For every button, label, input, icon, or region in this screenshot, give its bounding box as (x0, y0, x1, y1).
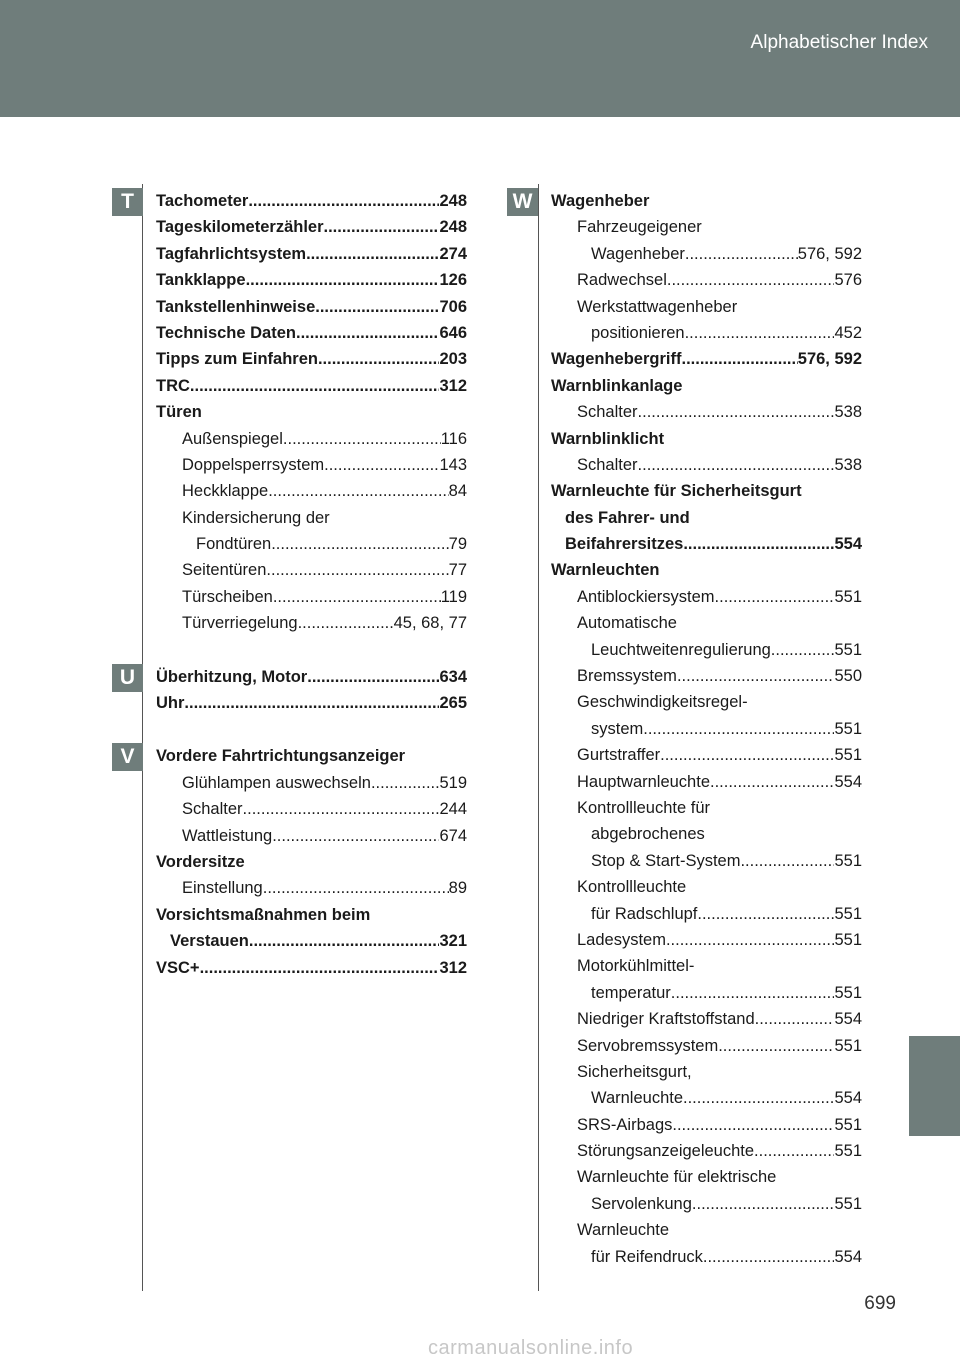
dot-leader (371, 770, 440, 796)
index-entry (551, 1191, 862, 1217)
entry-term: positionieren (591, 323, 685, 342)
entry-page-ref: 576, 592 (797, 350, 862, 369)
entry-term: Schalter (577, 455, 638, 474)
index-entry (551, 267, 862, 293)
index-entry (156, 346, 467, 372)
dot-leader (184, 690, 439, 716)
index-entry (156, 214, 467, 240)
dot-leader (638, 399, 835, 425)
entry-page-ref: 143 (439, 455, 467, 474)
entry-page-ref: 321 (439, 932, 467, 951)
dot-leader (248, 188, 439, 214)
index-entry (156, 373, 467, 399)
section-letter-badge: W (507, 188, 538, 216)
entry-term: Leuchtweitenregulierung (591, 640, 771, 659)
entry-term: temperatur (591, 983, 671, 1002)
entry-term: Servobremssystem (577, 1036, 719, 1055)
entry-term: Radwechsel (577, 271, 667, 290)
index-entry (551, 610, 862, 636)
entry-term: VSC+ (156, 958, 200, 977)
dot-leader (243, 796, 440, 822)
dot-leader (681, 346, 797, 372)
entry-term: Störungsanzeigeleuchte (577, 1142, 755, 1161)
entry-term: Tipps zum Einfahren (156, 350, 318, 369)
index-entry (551, 214, 862, 240)
dot-leader (710, 769, 834, 795)
dot-leader (666, 927, 835, 953)
index-entry (551, 346, 862, 372)
entry-term: Tagfahrlichtsystem (156, 244, 307, 263)
section-thumb-tab (909, 1036, 960, 1136)
dot-leader (296, 320, 439, 346)
entry-term: Tankklappe (156, 271, 246, 290)
dot-leader (755, 1006, 835, 1032)
dot-leader (672, 1112, 834, 1138)
index-entry (156, 584, 467, 610)
entry-term: Wagenheber (591, 244, 685, 263)
dot-leader (715, 584, 835, 610)
entry-term: Fahrzeugeigener (577, 218, 702, 237)
index-entry (551, 452, 862, 478)
entry-term: Automatische (577, 614, 677, 633)
index-entry (156, 955, 467, 981)
index-entry (551, 373, 862, 399)
index-entry (156, 770, 467, 796)
entry-page-ref: 551 (834, 1142, 862, 1161)
index-entry (551, 320, 862, 346)
index-section (507, 188, 862, 1270)
dot-leader (246, 267, 440, 293)
entry-term: Kontrollleuchte (577, 878, 687, 897)
entry-page-ref: 554 (834, 1010, 862, 1029)
entry-term: Werkstattwagenheber (577, 297, 738, 316)
index-entry (156, 531, 467, 557)
entry-term: Seitentüren (182, 561, 267, 580)
index-entry (156, 823, 467, 849)
entry-term: Uhr (156, 694, 185, 713)
index-entry (551, 426, 862, 452)
index-entry (551, 795, 862, 821)
entry-term: Türscheiben (182, 587, 273, 606)
entry-page-ref: 244 (439, 800, 467, 819)
dot-leader (307, 664, 439, 690)
header-bar (0, 0, 960, 117)
entry-page-ref: 89 (448, 879, 467, 898)
index-entry (156, 505, 467, 531)
entry-page-ref: 551 (834, 930, 862, 949)
index-entry (551, 927, 862, 953)
entry-term: Beifahrersitzes (565, 535, 684, 554)
entry-page-ref: 706 (439, 297, 467, 316)
index-entry (156, 426, 467, 452)
entry-page-ref: 551 (834, 746, 862, 765)
entry-term: Bremssystem (577, 667, 677, 686)
entry-term: des Fahrer- und (565, 508, 690, 527)
entry-page-ref: 203 (439, 350, 467, 369)
index-entry (156, 849, 467, 875)
entry-term: Wattleistung (182, 826, 273, 845)
index-entry (551, 901, 862, 927)
dot-leader (200, 955, 440, 981)
entry-page-ref: 45, 68, 77 (393, 614, 467, 633)
dot-leader (283, 426, 441, 452)
index-entry (156, 399, 467, 425)
entry-page-ref: 554 (834, 772, 862, 791)
entry-page-ref: 119 (440, 587, 467, 606)
page-number: 699 (864, 1293, 896, 1314)
dot-leader (643, 716, 834, 742)
dot-leader (318, 346, 440, 372)
index-entry (156, 320, 467, 346)
entry-page-ref: 550 (834, 667, 862, 686)
index-entry (551, 874, 862, 900)
page-title: Alphabetischer Index (750, 32, 928, 53)
entry-page-ref: 646 (439, 323, 467, 342)
dot-leader (771, 637, 835, 663)
entry-term: Glühlampen auswechseln (182, 773, 371, 792)
dot-leader (683, 531, 834, 557)
index-entry (551, 188, 862, 214)
dot-leader (324, 214, 440, 240)
index-entry (156, 188, 467, 214)
index-entry (156, 928, 467, 954)
index-entry (551, 1006, 862, 1032)
entry-page-ref: 551 (834, 904, 862, 923)
index-section (112, 743, 467, 981)
entry-term: Antiblockiersystem (577, 587, 715, 606)
entry-term: Verstauen (170, 932, 249, 951)
entry-term: Vorsichtsmaßnahmen beim (156, 905, 371, 924)
entry-page-ref: 312 (439, 376, 467, 395)
entry-page-ref: 551 (834, 719, 862, 738)
index-entry (551, 1244, 862, 1270)
dot-leader (718, 1033, 834, 1059)
index-entry (156, 664, 467, 690)
dot-leader (683, 1085, 834, 1111)
index-entry (551, 848, 862, 874)
index-entry (551, 1164, 862, 1190)
dot-leader (677, 663, 835, 689)
entry-term: Tageskilometerzähler (156, 218, 324, 237)
entry-term: Warnblinklicht (551, 429, 665, 448)
entry-page-ref: 274 (439, 244, 467, 263)
entry-page-ref: 84 (448, 482, 467, 501)
index-entry (551, 689, 862, 715)
entry-term: Außenspiegel (182, 429, 283, 448)
dot-leader (685, 320, 835, 346)
dot-leader (754, 1138, 834, 1164)
dot-leader (671, 980, 835, 1006)
entry-term: Türverriegelung (182, 614, 298, 633)
entry-term: Warnleuchte (577, 1221, 670, 1240)
entry-page-ref: 312 (439, 958, 467, 977)
index-entry (551, 1217, 862, 1243)
dot-leader (268, 478, 448, 504)
dot-leader (667, 267, 835, 293)
dot-leader (306, 241, 439, 267)
entry-page-ref: 551 (834, 640, 862, 659)
entry-term: Warnleuchte für Sicherheitsgurt (551, 482, 802, 501)
index-entry (551, 399, 862, 425)
dot-leader (324, 452, 439, 478)
index-section (112, 188, 467, 637)
dot-leader (697, 901, 834, 927)
entry-page-ref: 551 (834, 1115, 862, 1134)
entry-term: Gurtstraffer (577, 746, 661, 765)
entry-term: Ladesystem (577, 930, 666, 949)
entry-page-ref: 519 (439, 773, 467, 792)
entry-term: Warnleuchte (591, 1089, 684, 1108)
entry-page-ref: 554 (834, 535, 862, 554)
index-entry (156, 690, 467, 716)
watermark: carmanualsonline.info (428, 1337, 634, 1359)
index-entry (156, 267, 467, 293)
dot-leader (740, 848, 834, 874)
index-entry (156, 557, 467, 583)
entry-page-ref: 551 (834, 851, 862, 870)
entry-term: Warnleuchte für elektrische (577, 1168, 777, 1187)
dot-leader (685, 241, 798, 267)
entry-term: Servolenkung (591, 1194, 692, 1213)
index-entry (551, 294, 862, 320)
index-entry (551, 1112, 862, 1138)
entry-term: Sicherheitsgurt, (577, 1062, 692, 1081)
entry-term: Vordere Fahrtrichtungsanzeiger (156, 747, 406, 766)
entry-term: system (591, 719, 644, 738)
entry-term: abgebrochenes (591, 825, 705, 844)
entry-page-ref: 452 (834, 323, 862, 342)
index-entry (551, 637, 862, 663)
section-letter-badge: T (112, 188, 143, 216)
index-entry (551, 1138, 862, 1164)
entry-term: Schalter (182, 800, 243, 819)
index-entry (551, 531, 862, 557)
index-entry (551, 663, 862, 689)
index-entry (156, 610, 467, 636)
dot-leader (692, 1191, 835, 1217)
index-entry (551, 505, 862, 531)
index-entry (551, 1059, 862, 1085)
dot-leader (660, 742, 834, 768)
index-entry (156, 902, 467, 928)
dot-leader (638, 452, 835, 478)
index-entry (551, 742, 862, 768)
entry-term: Tankstellenhinweise (156, 297, 316, 316)
dot-leader (298, 610, 394, 636)
entry-term: Warnleuchten (551, 561, 660, 580)
entry-term: für Reifendruck (591, 1247, 703, 1266)
index-entry (551, 557, 862, 583)
entry-term: Geschwindigkeitsregel- (577, 693, 748, 712)
entry-page-ref: 248 (439, 218, 467, 237)
entry-page-ref: 674 (439, 826, 467, 845)
index-entry (156, 294, 467, 320)
entry-term: Tachometer (156, 192, 249, 210)
entry-page-ref: 248 (439, 192, 467, 210)
entry-page-ref: 538 (834, 403, 862, 422)
entry-term: Fondtüren (196, 535, 272, 554)
entry-term: SRS-Airbags (577, 1115, 673, 1134)
dot-leader (266, 557, 448, 583)
section-letter-badge: V (112, 743, 143, 771)
index-entry (156, 743, 467, 769)
entry-term: Niedriger Kraftstoffstand (577, 1010, 755, 1029)
entry-term: für Radschlupf (591, 904, 698, 923)
index-entry (551, 716, 862, 742)
index-entry (551, 1033, 862, 1059)
index-entry (551, 953, 862, 979)
index-entry (156, 796, 467, 822)
entry-term: Wagenheber (551, 192, 650, 210)
entry-term: Heckklappe (182, 482, 269, 501)
entry-page-ref: 538 (834, 455, 862, 474)
entry-page-ref: 576 (834, 271, 862, 290)
entry-page-ref: 554 (834, 1247, 862, 1266)
entry-term: Türen (156, 403, 202, 422)
entry-term: Stop & Start-System (591, 851, 741, 870)
entry-page-ref: 265 (439, 694, 467, 713)
dot-leader (703, 1244, 835, 1270)
index-entry (156, 241, 467, 267)
entry-term: Hauptwarnleuchte (577, 772, 710, 791)
entry-page-ref: 79 (448, 535, 467, 554)
index-entry (551, 584, 862, 610)
entry-term: TRC (156, 376, 190, 395)
dot-leader (315, 294, 439, 320)
index-entry (156, 875, 467, 901)
entry-page-ref: 77 (448, 561, 467, 580)
entry-page-ref: 551 (834, 983, 862, 1002)
entry-term: Vordersitze (156, 852, 245, 871)
entry-page-ref: 576, 592 (797, 244, 862, 263)
entry-term: Motorkühlmittel- (577, 957, 695, 976)
index-column-left (112, 188, 467, 981)
index-entry (156, 478, 467, 504)
entry-term: Einstellung (182, 879, 263, 898)
entry-page-ref: 551 (834, 587, 862, 606)
dot-leader (190, 373, 440, 399)
entry-page-ref: 126 (439, 271, 467, 290)
entry-term: Schalter (577, 403, 638, 422)
entry-term: Kontrollleuchte für (577, 798, 710, 817)
entry-term: Warnblinkanlage (551, 376, 683, 395)
index-entry (551, 821, 862, 847)
dot-leader (272, 823, 439, 849)
entry-page-ref: 116 (440, 429, 467, 448)
entry-term: Kindersicherung der (182, 508, 330, 527)
entry-term: Technische Daten (156, 323, 296, 342)
entry-page-ref: 554 (834, 1089, 862, 1108)
index-entry (156, 452, 467, 478)
dot-leader (249, 928, 440, 954)
index-column-right (507, 188, 862, 1270)
index-entry (551, 769, 862, 795)
index-section (112, 664, 467, 717)
section-letter-badge: U (112, 664, 143, 692)
dot-leader (273, 584, 441, 610)
entry-term: Doppelsperrsystem (182, 455, 325, 474)
dot-leader (271, 531, 448, 557)
entry-term: Überhitzung, Motor (156, 667, 308, 686)
entry-page-ref: 551 (834, 1036, 862, 1055)
index-entry (551, 1085, 862, 1111)
dot-leader (263, 875, 449, 901)
index-entry (551, 241, 862, 267)
entry-page-ref: 634 (439, 667, 467, 686)
entry-term: Wagenhebergriff (551, 350, 682, 369)
index-entry (551, 478, 862, 504)
index-entry (551, 980, 862, 1006)
entry-page-ref: 551 (834, 1194, 862, 1213)
